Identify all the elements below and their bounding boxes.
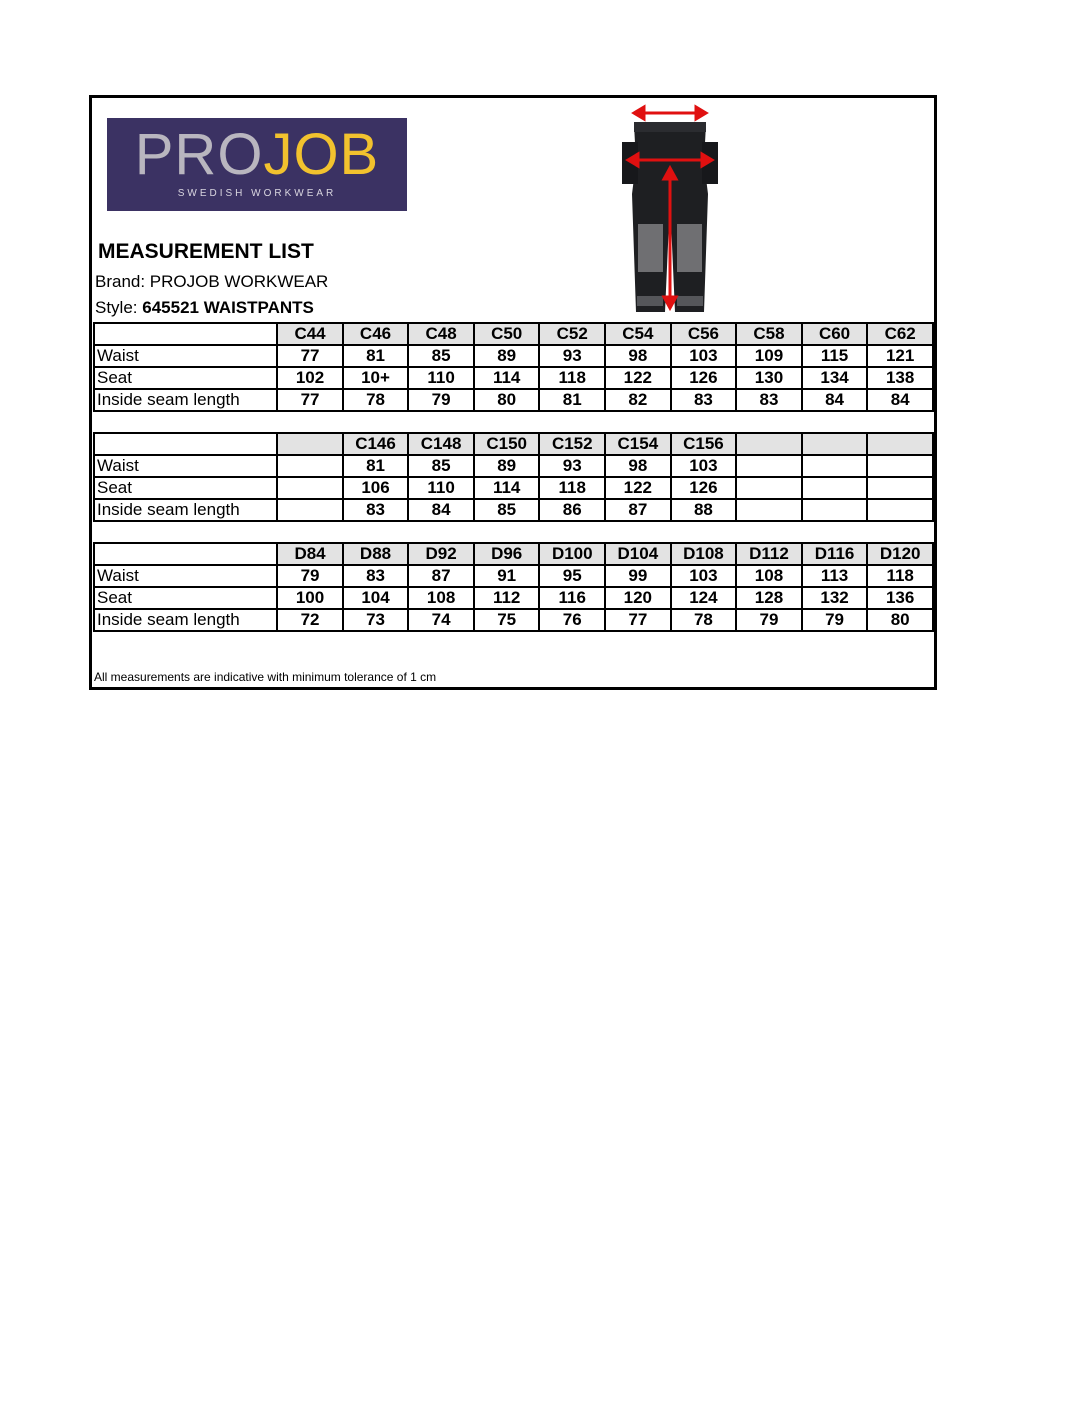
spacer-row [94,521,933,543]
seat-value-cell: 104 [343,587,409,609]
seat-value-cell: 134 [802,367,868,389]
seat-value-cell: 128 [736,587,802,609]
tolerance-footnote: All measurements are indicative with minimum tolerance of 1 cm [94,670,437,684]
inseam-value-cell: 78 [343,389,409,411]
inseam-value-cell: 84 [408,499,474,521]
seat-value-cell [277,477,342,499]
inseam-value-cell: 74 [408,609,474,631]
size-header-cell: C148 [408,433,474,455]
waist-value-cell: 93 [539,345,605,367]
inseam-value-cell: 85 [474,499,540,521]
inseam-label: Inside seam length [94,609,277,631]
inseam-row [94,389,933,411]
inseam-value-cell: 84 [867,389,933,411]
inseam-value-cell [736,499,802,521]
seat-row [94,367,933,389]
seat-row [94,477,933,499]
waist-label: Waist [94,565,277,587]
style-value: 645521 WAISTPANTS [142,298,314,317]
size-header-cell: C48 [408,323,474,345]
size-header-cell [277,433,342,455]
seat-value-cell: 132 [802,587,868,609]
inseam-value-cell: 84 [802,389,868,411]
inseam-value-cell: 86 [539,499,605,521]
size-header-cell [736,433,802,455]
projob-logo [107,118,407,211]
size-header-cell: C150 [474,433,540,455]
waist-label: Waist [94,345,277,367]
size-header-cell: C46 [343,323,409,345]
size-header-cell: D112 [736,543,802,565]
inseam-label: Inside seam length [94,499,277,521]
inseam-value-cell: 83 [343,499,409,521]
inseam-value-cell: 80 [867,609,933,631]
seat-value-cell: 138 [867,367,933,389]
seat-value-cell: 126 [671,367,737,389]
waist-value-cell: 108 [736,565,802,587]
seat-value-cell: 126 [671,477,737,499]
seat-value-cell: 110 [408,367,474,389]
seat-value-cell: 114 [474,367,540,389]
size-header-cell: C50 [474,323,540,345]
style-line [95,298,314,318]
waist-value-cell [736,455,802,477]
size-header-cell: C60 [802,323,868,345]
seat-value-cell: 112 [474,587,540,609]
seat-label: Seat [94,367,277,389]
seat-label: Seat [94,587,277,609]
pants-measurement-icon [620,102,720,312]
inseam-value-cell: 72 [277,609,342,631]
size-header-cell: D108 [671,543,737,565]
seat-value-cell: 122 [605,367,671,389]
seat-value-cell [802,477,868,499]
inseam-value-cell: 87 [605,499,671,521]
waist-value-cell: 81 [343,345,409,367]
waist-value-cell: 87 [408,565,474,587]
inseam-value-cell: 77 [605,609,671,631]
inseam-value-cell [802,499,868,521]
size-header-cell: D84 [277,543,342,565]
size-header-cell: C154 [605,433,671,455]
waist-value-cell: 83 [343,565,409,587]
size-header-cell: C58 [736,323,802,345]
style-label: Style: [95,298,143,317]
waist-label: Waist [94,455,277,477]
logo-tagline: SWEDISH WORKWEAR [177,188,337,199]
waist-row [94,345,933,367]
seat-value-cell: 100 [277,587,342,609]
inseam-value-cell: 78 [671,609,737,631]
seat-value-cell: 108 [408,587,474,609]
size-header-cell: D96 [474,543,540,565]
seat-value-cell: 124 [671,587,737,609]
seat-value-cell: 10+ [343,367,409,389]
size-header-cell: D120 [867,543,933,565]
inseam-value-cell [277,499,342,521]
waist-value-cell [277,455,342,477]
size-header-cell [867,433,933,455]
inseam-value-cell: 75 [474,609,540,631]
inseam-row [94,499,933,521]
waist-value-cell: 103 [671,565,737,587]
waist-value-cell: 98 [605,345,671,367]
logo-wordmark [107,124,407,186]
waist-row [94,455,933,477]
inseam-value-cell: 73 [343,609,409,631]
row-label-blank [94,323,277,345]
size-header-row [94,433,933,455]
size-header-cell: C152 [539,433,605,455]
logo-job-text: JOB [263,122,380,187]
seat-value-cell: 122 [605,477,671,499]
waist-value-cell: 103 [671,455,737,477]
waist-value-cell: 77 [277,345,342,367]
waist-value-cell: 103 [671,345,737,367]
inseam-value-cell: 79 [408,389,474,411]
size-header-cell: C62 [867,323,933,345]
inseam-value-cell: 81 [539,389,605,411]
measurement-sheet [89,95,937,690]
inseam-value-cell: 79 [736,609,802,631]
seat-value-cell [736,477,802,499]
size-header-cell: C44 [277,323,342,345]
waist-value-cell: 113 [802,565,868,587]
size-header-row [94,543,933,565]
size-header-cell: D116 [802,543,868,565]
seat-value-cell: 136 [867,587,933,609]
size-header-cell [802,433,868,455]
inseam-value-cell [867,499,933,521]
waist-value-cell: 85 [408,455,474,477]
waist-value-cell: 89 [474,455,540,477]
seat-value-cell: 116 [539,587,605,609]
size-header-cell: D100 [539,543,605,565]
waist-value-cell: 98 [605,455,671,477]
document-title: MEASUREMENT LIST [98,240,314,263]
row-label-blank [94,433,277,455]
seat-value-cell: 102 [277,367,342,389]
seat-value-cell: 114 [474,477,540,499]
seat-label: Seat [94,477,277,499]
size-header-row [94,323,933,345]
inseam-value-cell: 88 [671,499,737,521]
seat-value-cell: 130 [736,367,802,389]
inseam-value-cell: 80 [474,389,540,411]
size-header-cell: D92 [408,543,474,565]
size-header-cell: C54 [605,323,671,345]
brand-line: Brand: PROJOB WORKWEAR [95,272,329,291]
waist-value-cell [802,455,868,477]
waist-value-cell: 109 [736,345,802,367]
spacer-row [94,411,933,433]
waist-value-cell: 79 [277,565,342,587]
waist-value-cell: 99 [605,565,671,587]
size-header-cell: C56 [671,323,737,345]
waist-value-cell: 118 [867,565,933,587]
logo-pro-text: PRO [134,122,264,187]
waist-value-cell: 95 [539,565,605,587]
seat-value-cell: 120 [605,587,671,609]
seat-row [94,587,933,609]
seat-value-cell [867,477,933,499]
waist-value-cell: 85 [408,345,474,367]
waist-value-cell [867,455,933,477]
seat-value-cell: 118 [539,477,605,499]
seat-value-cell: 110 [408,477,474,499]
size-header-cell: C52 [539,323,605,345]
size-header-cell: D88 [343,543,409,565]
inseam-value-cell: 79 [802,609,868,631]
inseam-value-cell: 76 [539,609,605,631]
waist-value-cell: 81 [343,455,409,477]
spacer-cell [94,521,933,543]
inseam-value-cell: 83 [671,389,737,411]
inseam-value-cell: 83 [736,389,802,411]
size-header-cell: D104 [605,543,671,565]
waist-value-cell: 93 [539,455,605,477]
seat-value-cell: 106 [343,477,409,499]
waist-value-cell: 115 [802,345,868,367]
waist-value-cell: 89 [474,345,540,367]
inseam-value-cell: 77 [277,389,342,411]
waist-value-cell: 121 [867,345,933,367]
inseam-row [94,609,933,631]
size-table [93,322,934,632]
seat-value-cell: 118 [539,367,605,389]
spacer-cell [94,411,933,433]
waist-value-cell: 91 [474,565,540,587]
inseam-label: Inside seam length [94,389,277,411]
size-header-cell: C146 [343,433,409,455]
waist-row [94,565,933,587]
size-header-cell: C156 [671,433,737,455]
inseam-value-cell: 82 [605,389,671,411]
row-label-blank [94,543,277,565]
